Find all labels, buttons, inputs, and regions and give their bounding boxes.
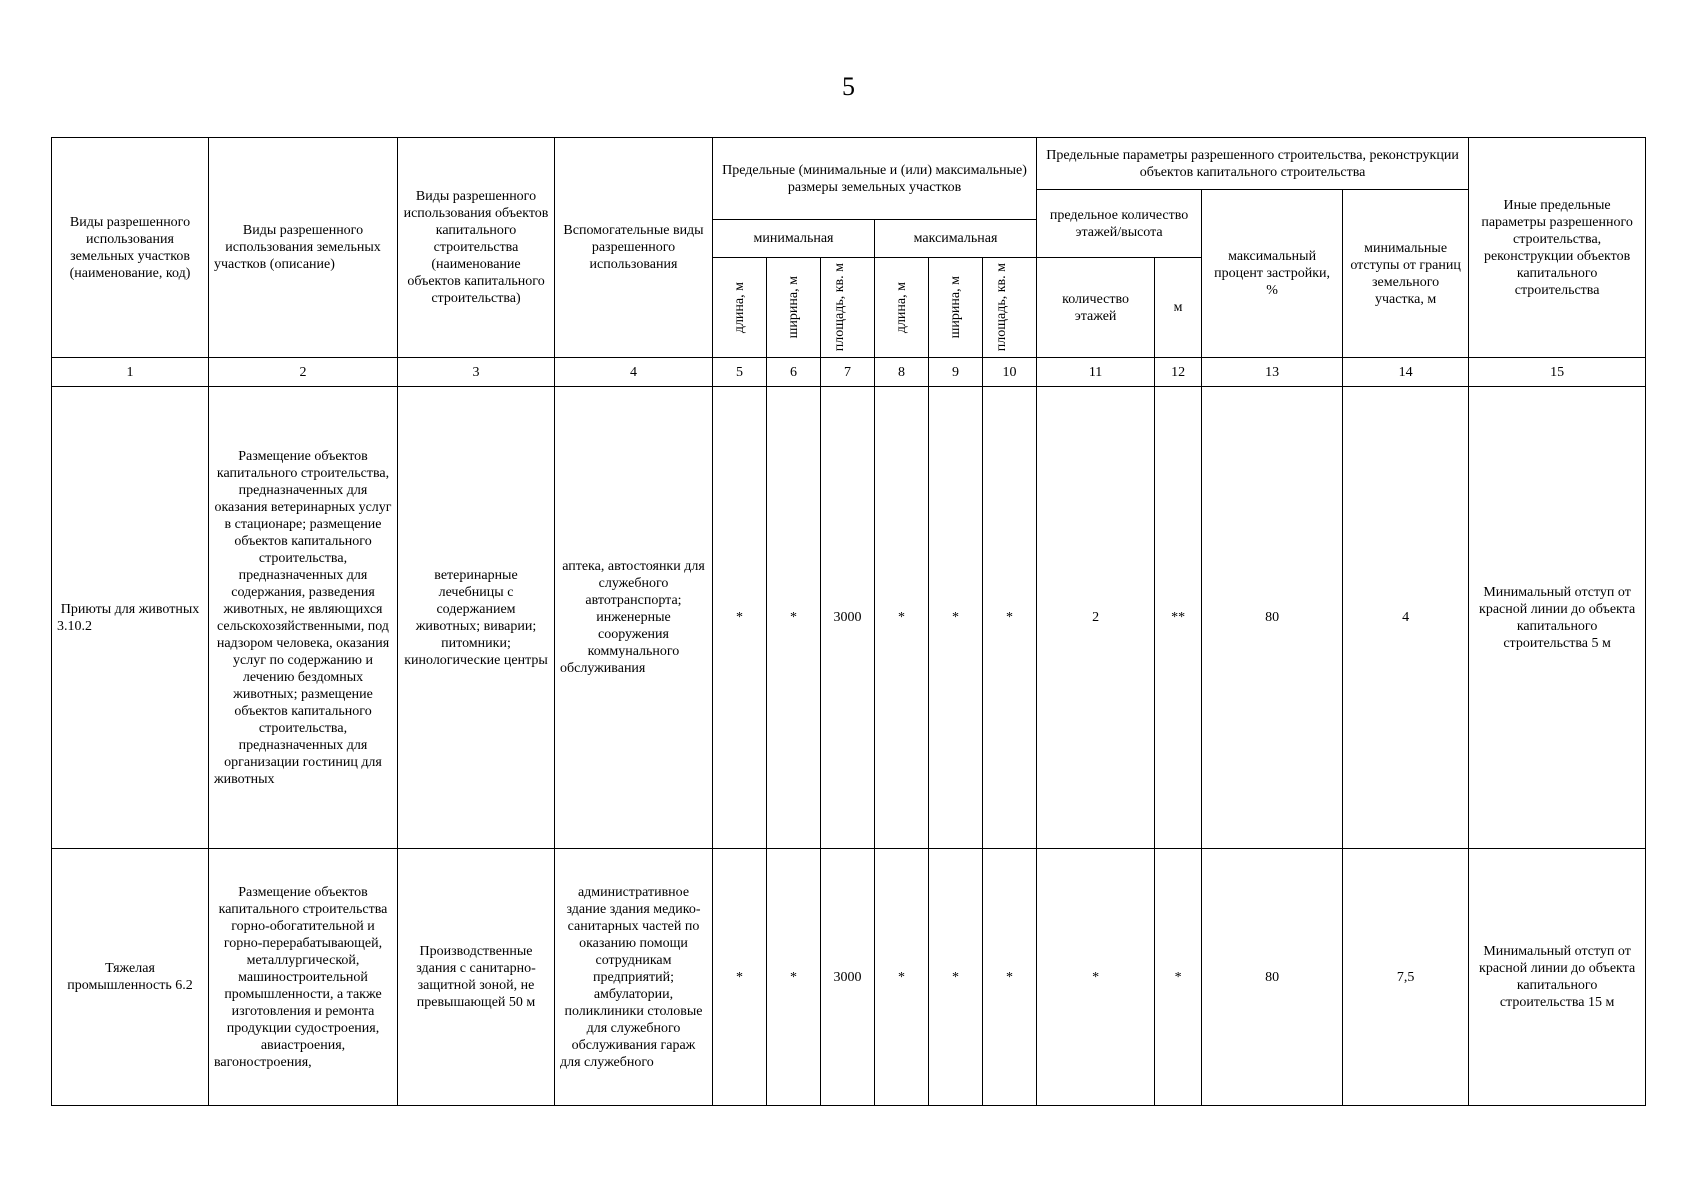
header-col3: Виды разрешенного использования объектов капитального строительства (наименование объектов капитального строительства): [398, 138, 555, 358]
row-height: **: [1155, 387, 1202, 849]
column-number: 6: [767, 358, 821, 387]
header-max-length: длина, м: [875, 258, 929, 358]
header-max-width: ширина, м: [929, 258, 983, 358]
row-max-length: *: [875, 849, 929, 1106]
column-number: 5: [713, 358, 767, 387]
header-construction-params: Предельные параметры разрешенного строительства, реконструкции объектов капитального строительства: [1037, 138, 1469, 190]
header-col2: Виды разрешенного использования земельных участков (описание): [209, 138, 398, 358]
row-max-percent: 80: [1202, 849, 1343, 1106]
column-number: 10: [983, 358, 1037, 387]
header-floors-count: количество этажей: [1037, 258, 1155, 358]
header-plot-sizes: Предельные (минимальные и (или) максимальные) размеры земельных участков: [713, 138, 1037, 220]
row-max-width: *: [929, 849, 983, 1106]
column-number: 2: [209, 358, 398, 387]
row-max-area: *: [983, 849, 1037, 1106]
column-number: 4: [555, 358, 713, 387]
table-row: [52, 387, 1646, 849]
column-number: 14: [1343, 358, 1469, 387]
column-number: 3: [398, 358, 555, 387]
header-max-percent: максимальный процент застройки, %: [1202, 190, 1343, 358]
column-number: 1: [52, 358, 209, 387]
column-number: 12: [1155, 358, 1202, 387]
header-minimal: минимальная: [713, 220, 875, 258]
row-other: Минимальный отступ от красной линии до объекта капитального строительства 5 м: [1469, 387, 1646, 849]
header-floors-height: предельное количество этажей/высота: [1037, 190, 1202, 258]
row-description: Размещение объектов капитального строительства, предназначенных для оказания ветеринарных услуг в стационаре; размещение объектов капитального строительства, предназначенных для содержания, разведения животных, не являющихся сельскохозяйственными, под надзором человека, оказания услуг по содержанию и лечению бездомных животных; размещение объектов капитального строительства, предназначенных для организации гостиниц для животных: [209, 387, 398, 849]
row-min-length: *: [713, 849, 767, 1106]
header-min-setbacks: минимальные отступы от границ земельного участка, м: [1343, 190, 1469, 358]
column-number: 7: [821, 358, 875, 387]
header-max-area: площадь, кв. м: [983, 258, 1037, 358]
row-objects: Производственные здания с санитарно-защитной зоной, не превышающей 50 м: [398, 849, 555, 1106]
column-number: 13: [1202, 358, 1343, 387]
row-floors: 2: [1037, 387, 1155, 849]
table-row: [52, 849, 1646, 1106]
row-name: Тяжелая промышленность 6.2: [52, 849, 209, 1106]
row-other: Минимальный отступ от красной линии до объекта капитального строительства 15 м: [1469, 849, 1646, 1106]
header-meters: м: [1155, 258, 1202, 358]
column-number: 11: [1037, 358, 1155, 387]
row-name: Приюты для животных 3.10.2: [52, 387, 209, 849]
row-min-area: 3000: [821, 849, 875, 1106]
row-objects: ветеринарные лечебницы с содержанием животных; виварии; питомники; кинологические центры: [398, 387, 555, 849]
header-col1: Виды разрешенного использования земельных участков (наименование, код): [52, 138, 209, 358]
page-number: 5: [842, 72, 855, 101]
row-max-width: *: [929, 387, 983, 849]
header-min-length: длина, м: [713, 258, 767, 358]
land-use-table: [51, 137, 1646, 1106]
header-other-params: Иные предельные параметры разрешенного строительства, реконструкции объектов капитального строительства: [1469, 138, 1646, 358]
row-min-width: *: [767, 387, 821, 849]
row-min-width: *: [767, 849, 821, 1106]
row-floors: *: [1037, 849, 1155, 1106]
row-min-length: *: [713, 387, 767, 849]
row-min-area: 3000: [821, 387, 875, 849]
column-number: 9: [929, 358, 983, 387]
header-maximal: максимальная: [875, 220, 1037, 258]
row-max-area: *: [983, 387, 1037, 849]
header-min-area: площадь, кв. м: [821, 258, 875, 358]
row-description: Размещение объектов капитального строительства горно-обогатительной и горно-перерабатывающей, металлургической, машиностроительной промышленности, а также изготовления и ремонта продукции судостроения, авиастроения, вагоностроения,: [209, 849, 398, 1106]
row-height: *: [1155, 849, 1202, 1106]
column-numbers-row: [52, 358, 1646, 387]
row-auxiliary: административное здание здания медико-санитарных частей по оказанию помощи сотрудникам предприятий; амбулатории, поликлиники столовые для служебного обслуживания гараж для служебного: [555, 849, 713, 1106]
row-max-percent: 80: [1202, 387, 1343, 849]
header-row-1: [52, 138, 1646, 190]
header-min-width: ширина, м: [767, 258, 821, 358]
row-setback: 4: [1343, 387, 1469, 849]
header-col4: Вспомогательные виды разрешенного использования: [555, 138, 713, 358]
column-number: 8: [875, 358, 929, 387]
row-max-length: *: [875, 387, 929, 849]
column-number: 15: [1469, 358, 1646, 387]
row-setback: 7,5: [1343, 849, 1469, 1106]
row-auxiliary: аптека, автостоянки для служебного автотранспорта; инженерные сооружения коммунального обслуживания: [555, 387, 713, 849]
